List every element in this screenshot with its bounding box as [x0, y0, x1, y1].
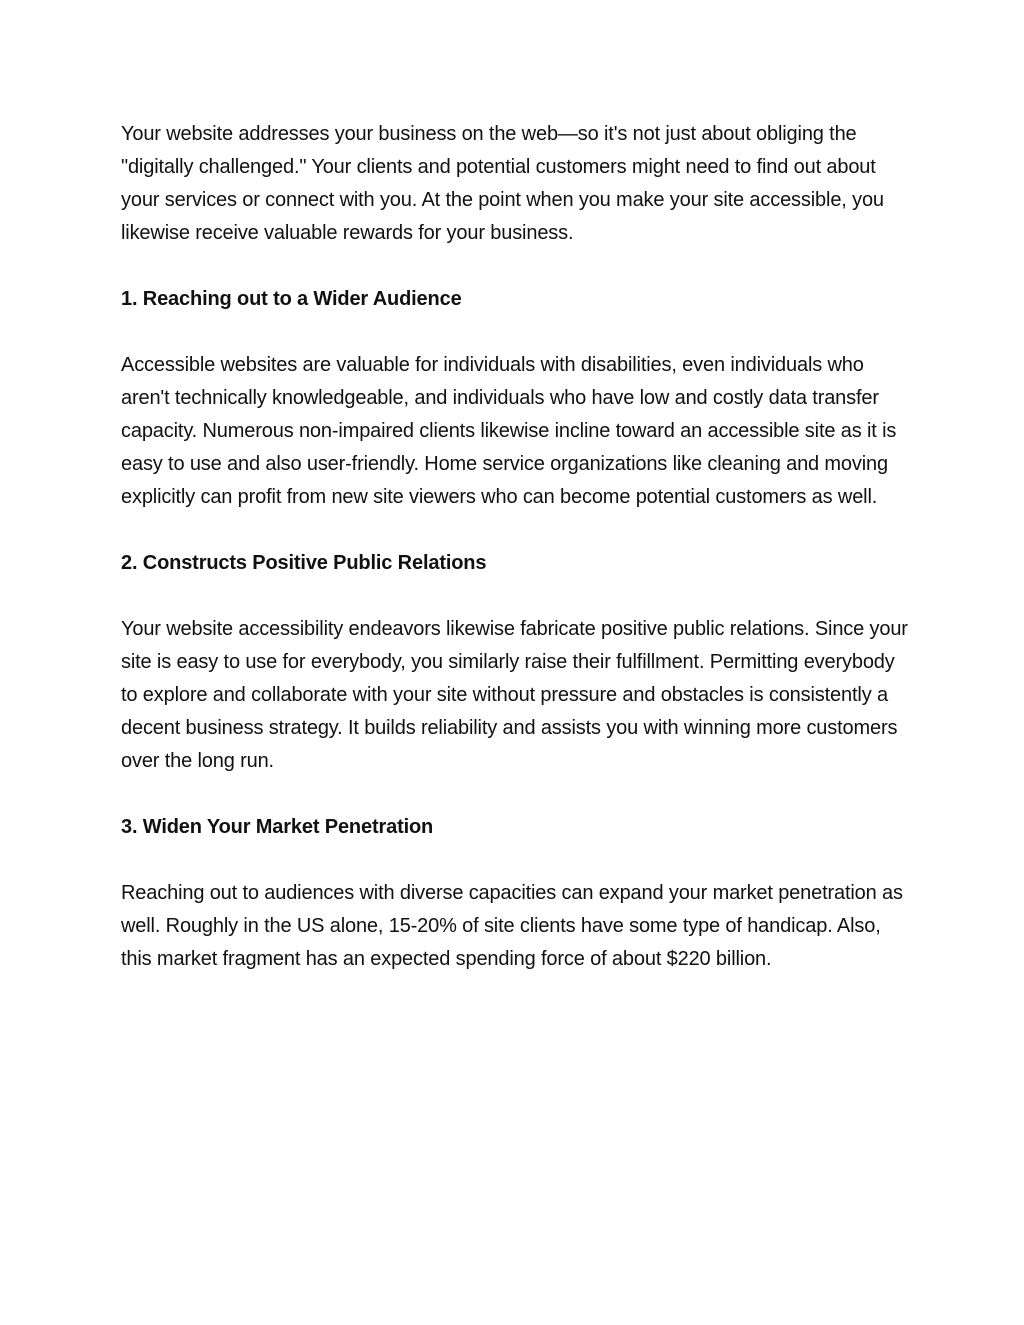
section-heading-2: 2. Constructs Positive Public Relations	[121, 552, 487, 574]
section-body-3: Reaching out to audiences with diverse capacities can expand your market penetration as well. Roughly in the US alone, 15-20% of site clients have some type of handicap. Also, this market fragment has an expected spending force of about $220 billion.	[121, 882, 903, 970]
spacer	[121, 316, 911, 349]
section-heading-3: 3. Widen Your Market Penetration	[121, 816, 434, 838]
spacer	[121, 250, 911, 283]
section-heading-1: 1. Reaching out to a Wider Audience	[121, 288, 462, 310]
section-body-1: Accessible websites are valuable for individuals with disabilities, even individuals who aren't technically knowledgeable, and individuals who have low and costly data transfer capacity. Numerous non-impaired clients likewise incline toward an accessible site as it is easy to use and also user-friendly. Home service organizations like cleaning and moving explicitly can profit from new site viewers who can become potential customers as well.	[121, 354, 897, 508]
spacer	[121, 844, 911, 877]
spacer	[121, 778, 911, 811]
intro-paragraph: Your website addresses your business on the web—so it's not just about obliging the "digitally challenged." Your clients and potential customers might need to find out about your services or connect with you. At the point when you make your site accessible, you likewise receive valuable rewards for your business.	[121, 123, 884, 244]
section-body-2: Your website accessibility endeavors likewise fabricate positive public relations. Since your site is easy to use for everybody, you similarly raise their fulfillment. Permitting everybody to explore and collaborate with your site without pressure and obstacles is consistently a decent business strategy. It builds reliability and assists you with winning more customers over the long run.	[121, 618, 908, 772]
spacer	[121, 580, 911, 613]
spacer	[121, 514, 911, 547]
document-page	[121, 118, 911, 976]
